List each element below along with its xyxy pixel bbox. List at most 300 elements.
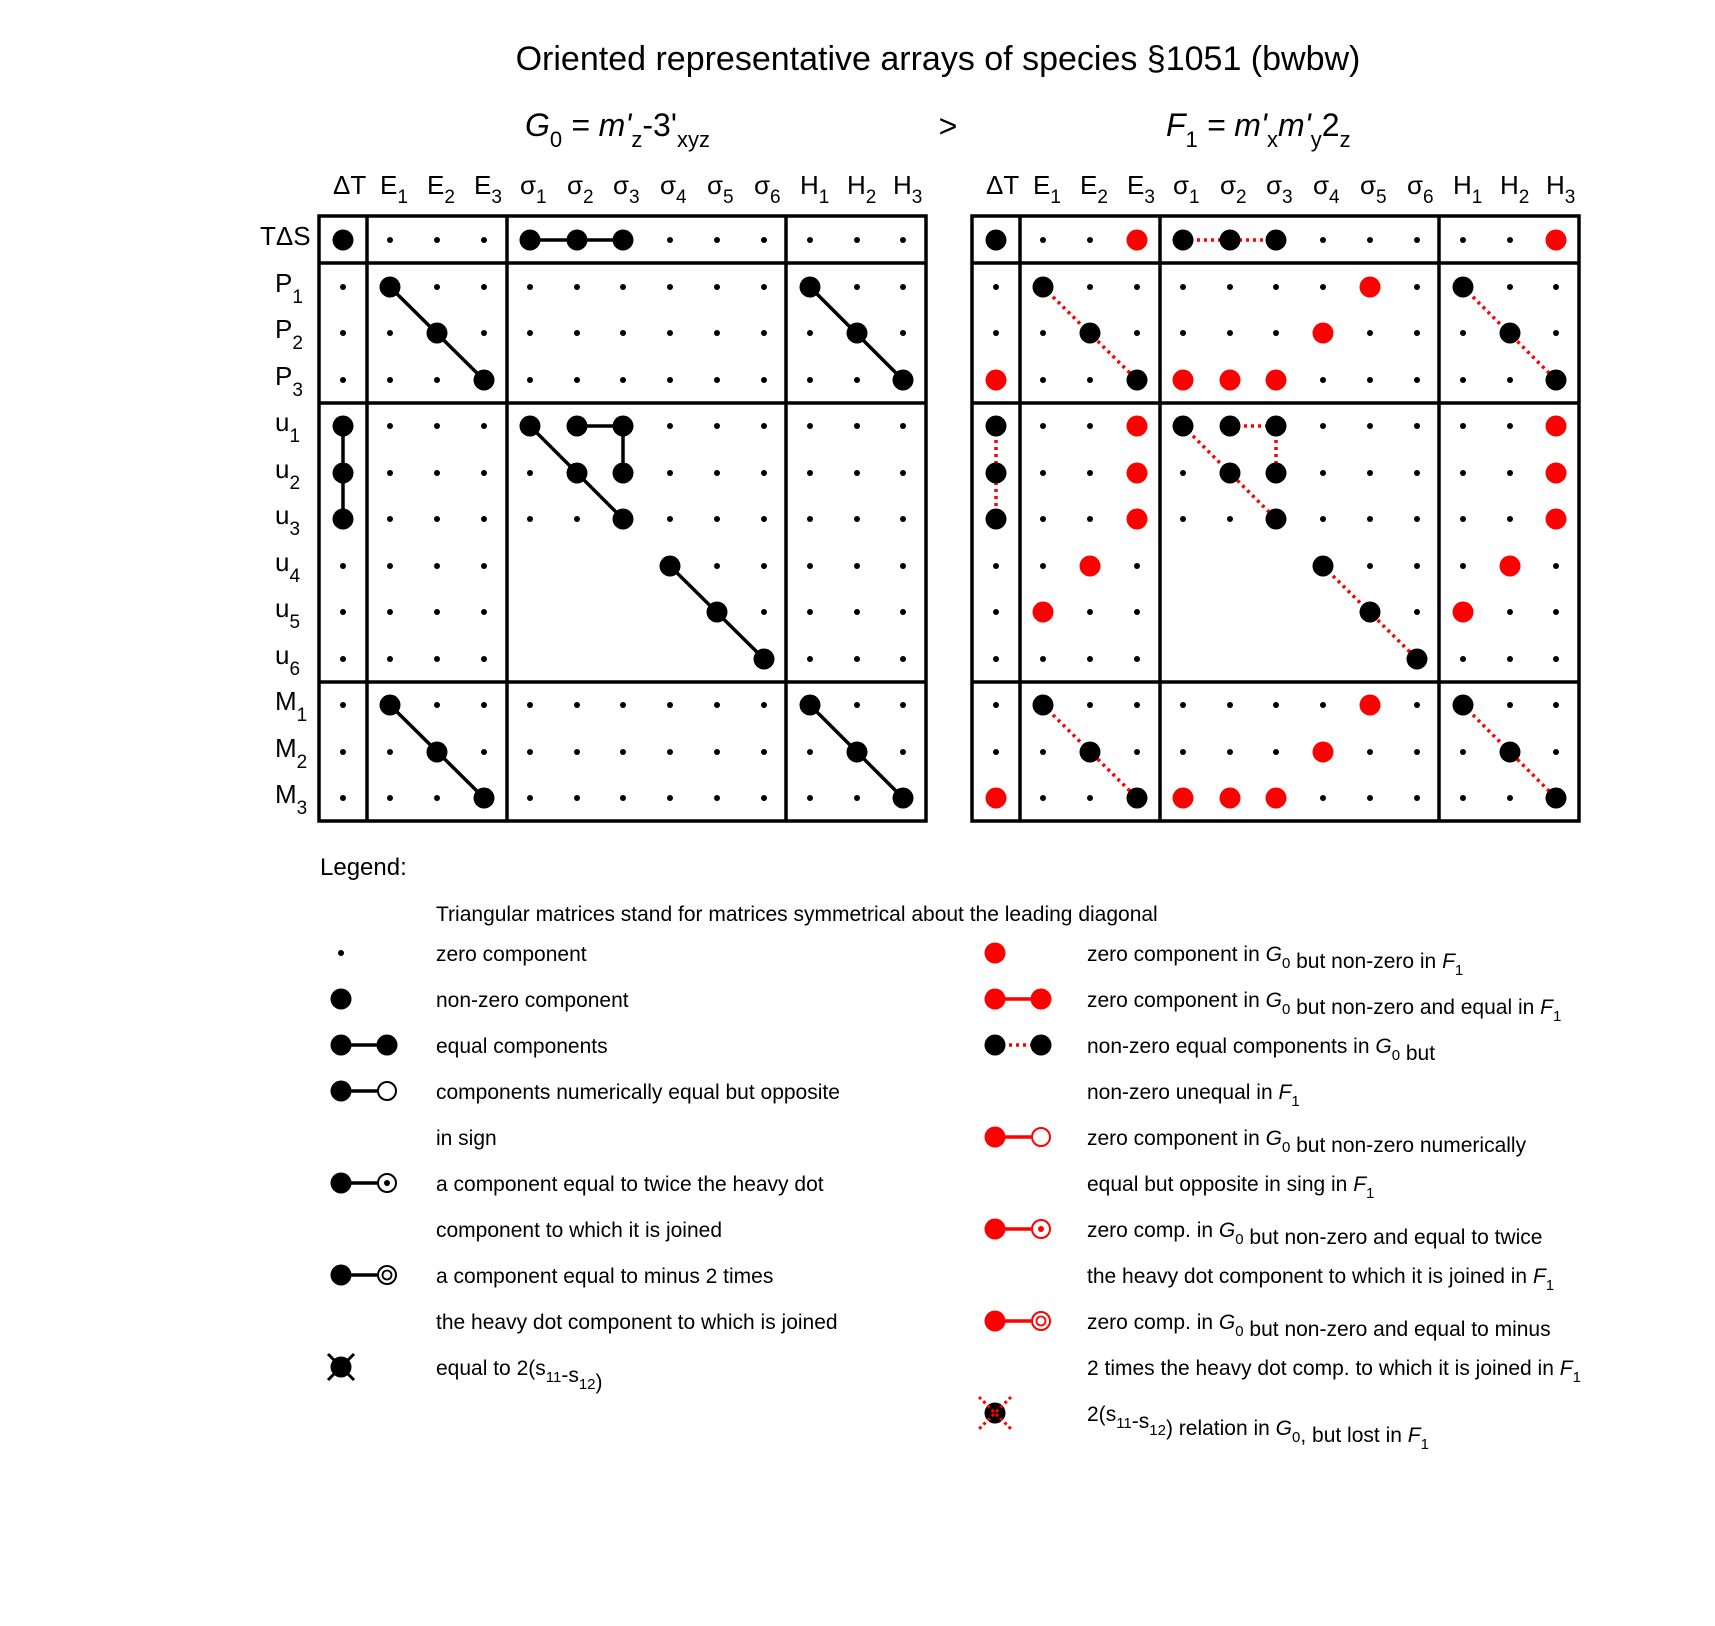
heavy-dot-icon xyxy=(1500,323,1521,344)
col-header-base: σ xyxy=(613,170,630,200)
row-header-sub: 1 xyxy=(292,287,303,308)
small-dot-icon xyxy=(761,563,767,569)
small-dot-icon xyxy=(387,516,393,522)
legend-text: components numerically equal but opposite xyxy=(436,1081,840,1104)
small-dot-icon xyxy=(1367,237,1373,243)
small-dot-icon xyxy=(1273,284,1279,290)
small-dot-icon xyxy=(714,702,720,708)
small-dot-icon xyxy=(714,470,720,476)
small-dot-icon xyxy=(761,423,767,429)
small-dot-icon xyxy=(1367,516,1373,522)
small-dot-icon xyxy=(1320,516,1326,522)
small-dot-icon xyxy=(481,702,487,708)
small-dot-icon xyxy=(1040,330,1046,336)
col-header-sub: 1 xyxy=(818,187,830,208)
small-dot-icon xyxy=(1087,470,1093,476)
row-header-base: u xyxy=(275,640,290,670)
small-dot-icon xyxy=(900,284,906,290)
small-dot-icon xyxy=(527,795,533,801)
legend-heavy-dot-icon xyxy=(985,1127,1006,1148)
red-dot-icon xyxy=(1080,556,1101,577)
small-dot-icon xyxy=(900,423,906,429)
col-header-sub: 3 xyxy=(1564,187,1576,208)
small-dot-icon xyxy=(1553,749,1559,755)
small-dot-icon xyxy=(1367,470,1373,476)
heavy-dot-icon xyxy=(986,509,1007,530)
small-dot-icon xyxy=(1087,377,1093,383)
red-dot-icon xyxy=(1033,602,1054,623)
legend-heavy-dot-icon xyxy=(1031,989,1052,1010)
small-dot-icon xyxy=(527,516,533,522)
small-dot-icon xyxy=(761,330,767,336)
small-dot-icon xyxy=(1507,377,1513,383)
col-header-sub: 1 xyxy=(1471,187,1483,208)
small-dot-icon xyxy=(1040,516,1046,522)
small-dot-icon xyxy=(340,284,346,290)
small-dot-icon xyxy=(387,563,393,569)
col-header-base: σ xyxy=(754,170,771,200)
small-dot-icon xyxy=(854,377,860,383)
small-dot-icon xyxy=(1460,330,1466,336)
row-header-base: u xyxy=(275,593,290,623)
col-header-sub: 6 xyxy=(770,187,781,208)
small-dot-icon xyxy=(854,563,860,569)
small-dot-icon xyxy=(434,702,440,708)
small-dot-icon xyxy=(387,423,393,429)
col-header-base: σ xyxy=(567,170,584,200)
legend-text: equal components xyxy=(436,1035,608,1058)
heavy-dot-icon xyxy=(333,463,354,484)
col-header-base: σ xyxy=(1220,170,1237,200)
small-dot-icon xyxy=(387,237,393,243)
heavy-dot-icon xyxy=(567,230,588,251)
small-dot-icon xyxy=(807,237,813,243)
small-dot-icon xyxy=(434,423,440,429)
small-dot-icon xyxy=(1087,795,1093,801)
heavy-dot-icon xyxy=(1220,416,1241,437)
small-dot-icon xyxy=(667,330,673,336)
small-dot-icon xyxy=(1414,237,1420,243)
small-dot-icon xyxy=(1320,284,1326,290)
small-dot-icon xyxy=(1180,470,1186,476)
small-dot-icon xyxy=(714,237,720,243)
small-dot-icon xyxy=(340,749,346,755)
heavy-dot-icon xyxy=(893,788,914,809)
legend-text: zero comp. in $G_0$ but non-zero and equal to twice xyxy=(1087,1219,1543,1249)
small-dot-icon xyxy=(1460,516,1466,522)
small-dot-icon xyxy=(1320,795,1326,801)
row-header-base: M xyxy=(275,779,297,809)
small-dot-icon xyxy=(574,795,580,801)
col-header-base: E xyxy=(474,170,492,200)
legend-heavy-dot-icon xyxy=(331,989,352,1010)
red-dot-icon xyxy=(1313,742,1334,763)
col-header-base: H xyxy=(1500,170,1519,200)
small-dot-icon xyxy=(340,702,346,708)
legend-heavy-dot-icon xyxy=(985,943,1006,964)
small-dot-icon xyxy=(340,563,346,569)
heavy-dot-icon xyxy=(613,230,634,251)
legend-text: zero comp. in $G_0$ but non-zero and equal to minus xyxy=(1087,1311,1551,1341)
col-header-sub: 5 xyxy=(1376,187,1387,208)
small-dot-icon xyxy=(900,516,906,522)
small-dot-icon xyxy=(1273,702,1279,708)
heavy-dot-icon xyxy=(986,463,1007,484)
small-dot-icon xyxy=(1180,516,1186,522)
legend-text: equal to $2(s_{11}-s_{12})$ xyxy=(436,1357,603,1394)
small-dot-icon xyxy=(1414,330,1420,336)
small-dot-icon xyxy=(807,609,813,615)
legend-heavy-dot-icon xyxy=(985,1219,1006,1240)
small-dot-icon xyxy=(1507,237,1513,243)
col-header-f1-0 xyxy=(986,170,1019,200)
col-header-base: H xyxy=(1546,170,1565,200)
small-dot-icon xyxy=(1227,330,1233,336)
small-dot-icon xyxy=(620,377,626,383)
red-dot-icon xyxy=(1546,509,1567,530)
legend-heavy-dot-icon xyxy=(331,1173,352,1194)
heavy-dot-icon xyxy=(1033,277,1054,298)
small-dot-icon xyxy=(1414,795,1420,801)
heavy-dot-icon xyxy=(1360,602,1381,623)
small-dot-icon xyxy=(1320,237,1326,243)
col-header-base: ΔT xyxy=(986,170,1020,200)
legend-text: a component equal to twice the heavy dot xyxy=(436,1173,824,1196)
small-dot-icon xyxy=(667,516,673,522)
small-dot-icon xyxy=(1180,749,1186,755)
small-dot-icon xyxy=(1367,423,1373,429)
small-dot-icon xyxy=(1367,330,1373,336)
heavy-dot-icon xyxy=(847,742,868,763)
row-header-base: u xyxy=(275,407,290,437)
small-dot-icon xyxy=(1414,516,1420,522)
small-dot-icon xyxy=(1180,330,1186,336)
red-dot-icon xyxy=(1546,416,1567,437)
legend-text: zero component in $G_0$ but non-zero in $F_1$ xyxy=(1087,943,1464,979)
legend-text: a component equal to minus 2 times xyxy=(436,1265,774,1288)
heavy-dot-icon xyxy=(1407,649,1428,670)
small-dot-icon xyxy=(434,377,440,383)
row-header-sub: 4 xyxy=(289,566,301,587)
small-dot-icon xyxy=(1087,516,1093,522)
legend-text: non-zero equal components in $G_0$ but xyxy=(1087,1035,1436,1065)
small-dot-icon xyxy=(900,609,906,615)
heavy-dot-icon xyxy=(1033,695,1054,716)
col-header-base: σ xyxy=(1313,170,1330,200)
heavy-dot-icon xyxy=(1266,230,1287,251)
small-dot-icon xyxy=(1134,330,1140,336)
heavy-dot-icon xyxy=(427,742,448,763)
small-dot-icon xyxy=(1227,284,1233,290)
col-header-base: σ xyxy=(1360,170,1377,200)
small-dot-icon xyxy=(807,330,813,336)
small-dot-icon xyxy=(527,702,533,708)
small-dot-icon xyxy=(340,377,346,383)
small-dot-icon xyxy=(761,237,767,243)
small-dot-icon xyxy=(1134,702,1140,708)
col-header-base: H xyxy=(893,170,912,200)
small-dot-icon xyxy=(620,284,626,290)
legend-heavy-dot-icon xyxy=(331,1081,352,1102)
small-dot-icon xyxy=(481,284,487,290)
heavy-dot-icon xyxy=(1453,277,1474,298)
small-dot-icon xyxy=(1414,284,1420,290)
col-header-sub: 2 xyxy=(1236,187,1247,208)
row-header-base: u xyxy=(275,454,290,484)
legend-minus-twice-dot-icon xyxy=(378,1266,396,1284)
heavy-dot-icon xyxy=(1080,323,1101,344)
small-dot-icon xyxy=(807,377,813,383)
small-dot-icon xyxy=(1087,702,1093,708)
col-header-base: σ xyxy=(520,170,537,200)
col-header-base: E xyxy=(1127,170,1145,200)
heavy-dot-icon xyxy=(800,277,821,298)
col-header-sub: 4 xyxy=(676,187,687,208)
small-dot-icon xyxy=(1134,749,1140,755)
small-dot-icon xyxy=(667,377,673,383)
legend-text: non-zero component xyxy=(436,989,629,1012)
small-dot-icon xyxy=(761,702,767,708)
small-dot-icon xyxy=(667,795,673,801)
small-dot-icon xyxy=(1367,563,1373,569)
small-dot-icon xyxy=(1507,609,1513,615)
small-dot-icon xyxy=(481,237,487,243)
small-dot-icon xyxy=(854,516,860,522)
col-header-base: σ xyxy=(1173,170,1190,200)
small-dot-icon xyxy=(1460,423,1466,429)
small-dot-icon xyxy=(1320,702,1326,708)
small-dot-icon xyxy=(434,563,440,569)
small-dot-icon xyxy=(1134,284,1140,290)
legend-text: zero component in $G_0$ but non-zero numerically xyxy=(1087,1127,1527,1157)
small-dot-icon xyxy=(1227,516,1233,522)
heavy-dot-icon xyxy=(333,509,354,530)
small-dot-icon xyxy=(387,609,393,615)
heavy-dot-icon xyxy=(1313,556,1334,577)
row-header-base: P xyxy=(275,268,293,298)
heavy-dot-icon xyxy=(1220,230,1241,251)
col-header-base: ΔT xyxy=(333,170,367,200)
small-dot-icon xyxy=(1227,749,1233,755)
heavy-dot-icon xyxy=(800,695,821,716)
row-header-sub: 3 xyxy=(292,380,303,401)
heavy-dot-icon xyxy=(1266,416,1287,437)
legend-heavy-dot-icon xyxy=(1031,1035,1052,1056)
small-dot-icon xyxy=(1553,563,1559,569)
legend-text: equal but opposite in sing in $F_1$ xyxy=(1087,1173,1375,1202)
small-dot-icon xyxy=(1273,330,1279,336)
red-dot-icon xyxy=(1173,370,1194,391)
small-dot-icon xyxy=(854,656,860,662)
red-dot-icon xyxy=(1500,556,1521,577)
small-dot-icon xyxy=(387,470,393,476)
heavy-dot-icon xyxy=(1266,463,1287,484)
heavy-dot-icon xyxy=(754,649,775,670)
col-header-sub: 3 xyxy=(629,187,640,208)
small-dot-icon xyxy=(761,516,767,522)
heavy-dot-icon xyxy=(613,416,634,437)
small-dot-icon xyxy=(387,656,393,662)
small-dot-icon xyxy=(1507,423,1513,429)
small-dot-icon xyxy=(527,470,533,476)
small-dot-icon xyxy=(854,795,860,801)
row-header-sub: 3 xyxy=(289,519,301,540)
small-dot-icon xyxy=(434,656,440,662)
small-dot-icon xyxy=(993,284,999,290)
col-header-base: E xyxy=(427,170,445,200)
small-dot-icon xyxy=(1367,795,1373,801)
small-dot-icon xyxy=(620,330,626,336)
red-dot-icon xyxy=(1360,277,1381,298)
small-dot-icon xyxy=(1087,423,1093,429)
small-dot-icon xyxy=(340,656,346,662)
small-dot-icon xyxy=(434,237,440,243)
heavy-dot-icon xyxy=(427,323,448,344)
small-dot-icon xyxy=(714,284,720,290)
heavy-dot-icon xyxy=(613,463,634,484)
small-dot-icon xyxy=(527,284,533,290)
small-dot-icon xyxy=(1320,470,1326,476)
small-dot-icon xyxy=(481,609,487,615)
small-dot-icon xyxy=(714,795,720,801)
small-dot-icon xyxy=(1414,609,1420,615)
row-header-sub: 3 xyxy=(296,798,308,819)
small-dot-icon xyxy=(807,749,813,755)
red-dot-icon xyxy=(1220,788,1241,809)
small-dot-icon xyxy=(667,284,673,290)
legend-minus-twice-dot-icon xyxy=(1032,1312,1050,1330)
col-header-sub: 2 xyxy=(1518,187,1530,208)
heavy-dot-icon xyxy=(1500,742,1521,763)
small-dot-icon xyxy=(340,609,346,615)
legend-heading: Legend: xyxy=(320,854,407,881)
legend-text: 2 times the heavy dot comp. to which it is joined in $F_1$ xyxy=(1087,1357,1581,1386)
small-dot-icon xyxy=(620,749,626,755)
small-dot-icon xyxy=(434,516,440,522)
small-dot-icon xyxy=(1414,377,1420,383)
heavy-dot-icon xyxy=(567,463,588,484)
red-dot-icon xyxy=(1127,416,1148,437)
heavy-dot-icon xyxy=(1546,370,1567,391)
heavy-dot-icon xyxy=(660,556,681,577)
small-dot-icon xyxy=(993,749,999,755)
row-header-base: P xyxy=(275,361,293,391)
row-header-sub: 2 xyxy=(289,473,301,494)
small-dot-icon xyxy=(667,470,673,476)
heavy-dot-icon xyxy=(847,323,868,344)
legend-heavy-dot-icon xyxy=(985,989,1006,1010)
small-dot-icon xyxy=(714,423,720,429)
legend-heavy-dot-icon xyxy=(985,1311,1006,1332)
small-dot-icon xyxy=(1273,749,1279,755)
small-dot-icon xyxy=(1087,237,1093,243)
col-header-sub: 2 xyxy=(583,187,594,208)
col-header-base: σ xyxy=(707,170,724,200)
heavy-dot-icon xyxy=(707,602,728,623)
small-dot-icon xyxy=(434,609,440,615)
col-header-g0-0 xyxy=(333,170,366,200)
small-dot-icon xyxy=(434,795,440,801)
small-dot-icon xyxy=(1180,702,1186,708)
red-dot-icon xyxy=(1360,695,1381,716)
small-dot-icon xyxy=(1553,656,1559,662)
small-dot-icon xyxy=(761,377,767,383)
small-dot-icon xyxy=(574,749,580,755)
small-dot-icon xyxy=(527,330,533,336)
small-dot-icon xyxy=(1507,656,1513,662)
small-dot-icon xyxy=(900,656,906,662)
row-header-sub: 6 xyxy=(289,659,301,680)
small-dot-icon xyxy=(900,470,906,476)
red-dot-icon xyxy=(1266,788,1287,809)
small-dot-icon xyxy=(481,749,487,755)
legend-text: component to which it is joined xyxy=(436,1219,722,1242)
red-dot-icon xyxy=(1453,602,1474,623)
small-dot-icon xyxy=(434,284,440,290)
small-dot-icon xyxy=(1134,563,1140,569)
small-dot-icon xyxy=(574,377,580,383)
legend-text: zero component xyxy=(436,943,587,966)
legend-heavy-dot-icon xyxy=(331,1265,352,1286)
small-dot-icon xyxy=(1134,656,1140,662)
small-dot-icon xyxy=(854,423,860,429)
red-dot-icon xyxy=(1220,370,1241,391)
small-dot-icon xyxy=(807,656,813,662)
legend-text: the heavy dot component to which is joined xyxy=(436,1311,838,1334)
heavy-dot-icon xyxy=(1173,230,1194,251)
col-header-sub: 2 xyxy=(865,187,877,208)
heavy-dot-icon xyxy=(1546,788,1567,809)
red-dot-icon xyxy=(1266,370,1287,391)
small-dot-icon xyxy=(574,516,580,522)
heavy-dot-icon xyxy=(474,370,495,391)
small-dot-icon xyxy=(1040,237,1046,243)
col-header-base: E xyxy=(1033,170,1051,200)
small-dot-icon xyxy=(807,563,813,569)
col-header-sub: 3 xyxy=(1282,187,1293,208)
small-dot-icon xyxy=(714,749,720,755)
small-dot-icon xyxy=(1414,470,1420,476)
heavy-dot-icon xyxy=(333,416,354,437)
small-dot-icon xyxy=(620,702,626,708)
small-dot-icon xyxy=(1460,656,1466,662)
heavy-dot-icon xyxy=(1080,742,1101,763)
col-header-sub: 3 xyxy=(1144,187,1155,208)
row-header-base: M xyxy=(275,733,297,763)
heavy-dot-icon xyxy=(1220,463,1241,484)
row-header-sub: 1 xyxy=(296,705,308,726)
col-header-base: σ xyxy=(1407,170,1424,200)
small-dot-icon xyxy=(574,330,580,336)
small-dot-icon xyxy=(900,563,906,569)
small-dot-icon xyxy=(1320,377,1326,383)
heavy-dot-icon xyxy=(613,509,634,530)
legend-hollow-dot-icon xyxy=(1032,1128,1050,1146)
heavy-dot-icon xyxy=(474,788,495,809)
col-header-base: E xyxy=(1080,170,1098,200)
col-header-base: H xyxy=(800,170,819,200)
red-dot-icon xyxy=(986,788,1007,809)
legend-note: Triangular matrices stand for matrices symmetrical about the leading diagonal xyxy=(436,903,1158,926)
heavy-dot-icon xyxy=(1453,695,1474,716)
relation-symbol: > xyxy=(938,108,958,144)
heavy-dot-icon xyxy=(986,230,1007,251)
small-dot-icon xyxy=(1507,702,1513,708)
row-header-base: TΔS xyxy=(260,221,311,251)
small-dot-icon xyxy=(993,702,999,708)
small-dot-icon xyxy=(1040,795,1046,801)
red-dot-icon xyxy=(1127,509,1148,530)
